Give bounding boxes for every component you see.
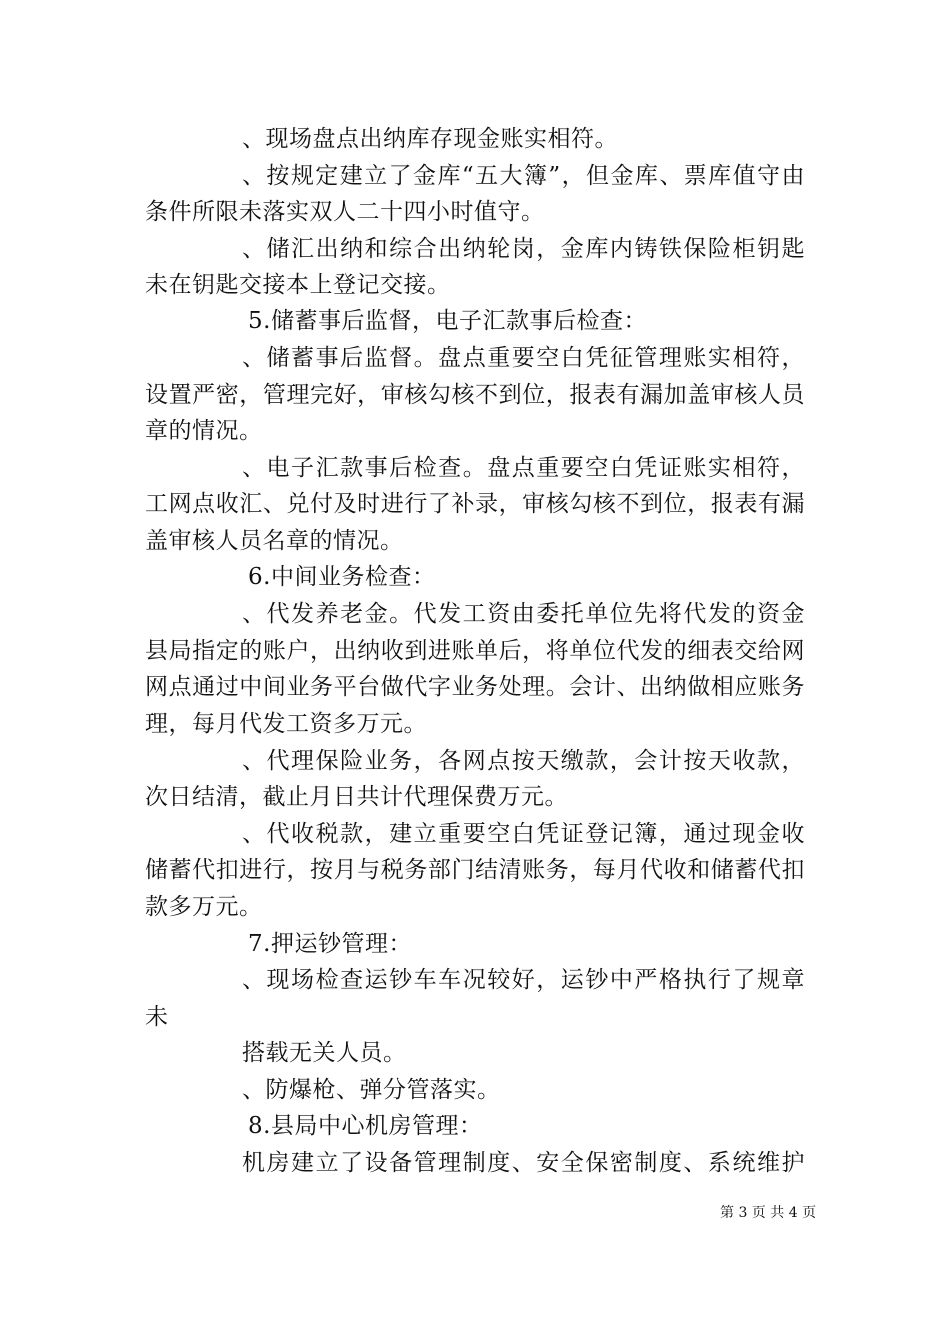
text-line: 机房建立了设备管理制度、安全保密制度、系统维护: [242, 1150, 805, 1176]
text-line: 、代理保险业务，各网点按天缴款，会计按天收款，: [242, 748, 805, 774]
text-line: 储蓄代扣进行，按月与税务部门结清账务，每月代收和储蓄代扣: [145, 857, 805, 883]
text-line: 款多万元。: [145, 894, 263, 920]
text-line: 、储蓄事后监督。盘点重要空白凭征管理账实相符，: [242, 345, 805, 371]
text-line: 、防爆枪、弹分管落实。: [242, 1077, 501, 1103]
section-heading: 8.县局中心机房管理：: [248, 1113, 483, 1139]
text-line: 、按规定建立了金库“五大簿”，但金库、票库值守由: [242, 163, 805, 189]
text-line: 设置严密，管理完好，审核勾核不到位，报表有漏加盖审核人员: [145, 382, 805, 408]
text-line: 、现场检查运钞车车况较好，运钞中严格执行了规章: [242, 967, 805, 993]
page-number: 第 3 页 共 4 页: [720, 1205, 817, 1221]
text-line: 条件所限未落实双人二十四小时值守。: [145, 199, 545, 225]
text-line: 、电子汇款事后检查。盘点重要空白凭证账实相符，: [242, 455, 805, 481]
text-line: 网点通过中间业务平台做代字业务处理。会计、出纳做相应账务: [145, 674, 805, 700]
section-heading: 6.中间业务检查：: [248, 564, 436, 590]
text-line: 盖审核人员名章的情况。: [145, 528, 404, 554]
text-line: 、代收税款，建立重要空白凭证登记簿，通过现金收: [242, 821, 805, 847]
text-line: 工网点收汇、兑付及时进行了补录，审核勾核不到位，报表有漏: [145, 491, 805, 517]
text-line: 、储汇出纳和综合出纳轮岗，金库内铸铁保险柜钥匙: [242, 236, 805, 262]
text-line: 理，每月代发工资多万元。: [145, 711, 427, 737]
text-line: 县局指定的账户，出纳收到进账单后，将单位代发的细表交给网: [145, 638, 805, 664]
text-line: 、现场盘点出纳库存现金账实相符。: [242, 126, 618, 152]
text-line: 章的情况。: [145, 418, 263, 444]
text-line: 次日结清，截止月日共计代理保费万元。: [145, 784, 568, 810]
section-heading: 7.押运钞管理：: [248, 931, 412, 957]
text-line: 未在钥匙交接本上登记交接。: [145, 272, 451, 298]
section-heading: 5.储蓄事后监督，电子汇款事后检查：: [248, 308, 647, 334]
text-line: 、代发养老金。代发工资由委托单位先将代发的资金: [242, 601, 805, 627]
text-line: 未: [145, 1004, 169, 1030]
text-line: 搭载无关人员。: [242, 1040, 407, 1066]
